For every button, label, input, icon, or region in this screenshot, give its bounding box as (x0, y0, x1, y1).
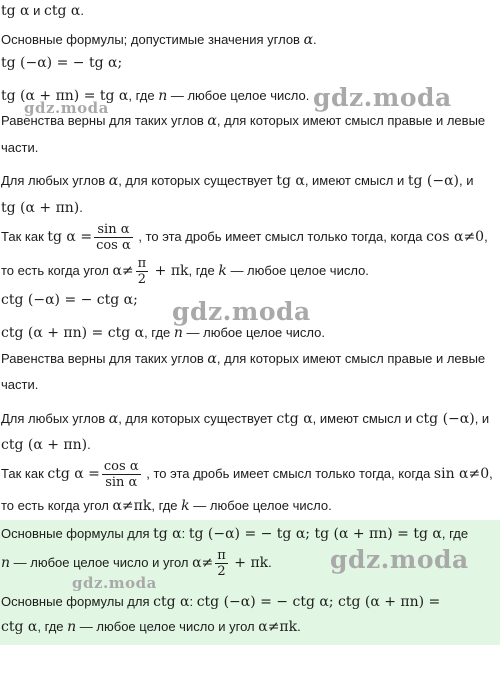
text: , то эта дробь имеет смысл только тогда, когда (142, 465, 434, 481)
text: то есть когда угол (1, 498, 113, 513)
math-expression: ctg (−α) (415, 411, 475, 427)
text: Основные формулы для (1, 594, 154, 609)
text: Для любых углов (1, 173, 109, 188)
math-symbol: k (181, 498, 190, 514)
watermark: gdz.moda (72, 574, 157, 592)
math-symbol: α (108, 173, 119, 189)
math-expression: ctg α (1, 619, 38, 635)
fraction-denominator: 2 (136, 271, 149, 287)
math-expression: tg α (153, 526, 182, 542)
text: , для которых имеют смысл правые и левые (216, 113, 486, 128)
math-expression: + πk (150, 262, 189, 279)
math-expression: α≠ (112, 262, 134, 279)
text: . (87, 437, 91, 452)
text: Равенства верны для таких углов (1, 113, 208, 128)
text: — любое целое число. (226, 262, 369, 278)
math-symbol: n (173, 325, 183, 341)
text-line (1, 459, 493, 490)
text-line (1, 2, 84, 20)
summary-line (1, 593, 440, 611)
fraction (136, 256, 149, 287)
fraction-numerator: sin α (97, 222, 130, 237)
summary-line (1, 618, 301, 636)
text-line (1, 350, 485, 368)
math-expression: α≠ (192, 554, 214, 571)
text: , (484, 228, 488, 244)
text: — любое целое число. (167, 88, 310, 103)
fraction-numerator: π (217, 548, 226, 563)
math-expression: tg (α + πn) = tg α (1, 88, 129, 104)
watermark: gdz.moda (330, 545, 469, 574)
text: , и (474, 411, 490, 426)
math-expression: tg α = (47, 228, 93, 245)
math-expression: tg α (276, 173, 305, 189)
formula-line (1, 199, 83, 217)
text: , для которых имеют смысл правые и левые (216, 351, 486, 366)
text-line (1, 410, 489, 428)
text-line (1, 497, 332, 515)
math-expression: tg (−α) = − tg α; tg (α + πn) = tg α (188, 526, 442, 542)
text: Для любых углов (1, 411, 109, 426)
formula-line (1, 324, 325, 342)
math-symbol: n (67, 619, 77, 635)
text: Так как (1, 465, 48, 481)
math-symbol: α (207, 351, 217, 367)
text: , где (144, 325, 174, 340)
text-line (1, 172, 474, 190)
fraction-numerator: π (137, 256, 147, 271)
watermark: gdz.moda (24, 99, 109, 117)
text: , имеют смысл и (312, 411, 416, 426)
math-expression: tg (−α) (407, 173, 460, 189)
text: — любое целое число. (189, 498, 332, 513)
text: и (29, 3, 44, 18)
text: , для которых существует (118, 411, 277, 426)
text: то есть когда угол (1, 262, 113, 278)
math-symbol: α (207, 113, 217, 129)
fraction-denominator: 2 (215, 563, 228, 579)
text: Равенства верны для таких углов (1, 351, 208, 366)
text: . (313, 32, 317, 47)
fraction-numerator: cos α (103, 459, 139, 474)
math-expression: ctg α (276, 411, 313, 427)
text: , имеют смысл и (304, 173, 408, 188)
math-expression: tg (α + πn) (1, 200, 80, 216)
text: . (297, 619, 301, 634)
watermark: gdz.moda (172, 297, 311, 326)
text: . (268, 554, 272, 570)
text: , где (188, 262, 219, 278)
text: Основные формулы для (1, 526, 154, 541)
text-line (1, 31, 317, 49)
math-symbol: α (303, 32, 314, 48)
math-expression: ctg (α + πn) (1, 437, 88, 453)
formula-line (1, 291, 138, 309)
fraction (215, 548, 228, 579)
fraction-denominator: sin α (102, 474, 141, 490)
math-expression: ctg α (153, 594, 190, 610)
text: . (79, 200, 83, 215)
fraction-denominator: cos α (96, 238, 131, 253)
math-expression: sin α≠0 (433, 465, 490, 482)
text-line (1, 139, 38, 157)
summary-line (1, 525, 468, 543)
text: : (189, 594, 197, 609)
text: , то эта дробь имеет смысл только тогда, когда (134, 228, 427, 244)
text: — любое целое число. (182, 325, 326, 340)
math-expression: tg α (1, 3, 30, 19)
math-symbol: n (158, 88, 168, 104)
text: — любое целое число и угол (76, 619, 259, 634)
formula-line (1, 54, 122, 72)
text-line (1, 256, 369, 287)
math-symbol: α (108, 411, 119, 427)
text: , где (37, 619, 68, 634)
math-expression: ctg (−α) = − ctg α; (1, 292, 138, 308)
text: , (489, 465, 493, 481)
fraction (102, 459, 141, 490)
math-expression: ctg (−α) = − ctg α; ctg (α + πn) = (196, 594, 441, 610)
text: Так как (1, 228, 48, 244)
text: части. (1, 377, 39, 392)
text-line (1, 222, 488, 253)
math-symbol: k (218, 262, 227, 279)
math-expression: ctg α (44, 3, 81, 19)
math-symbol: n (1, 554, 11, 571)
text: — любое целое число и угол (10, 554, 193, 570)
text: , для которых существует (118, 173, 277, 188)
text: . (80, 3, 84, 18)
math-expression: ctg α = (47, 465, 100, 482)
math-expression: + πk (229, 554, 269, 571)
text-line (1, 376, 38, 394)
text: : (181, 526, 189, 541)
formula-line (1, 436, 91, 454)
text: , где (151, 498, 182, 513)
text: , где (441, 526, 469, 541)
text: части. (1, 140, 39, 155)
text: , и (459, 173, 474, 188)
math-expression: α≠πk (112, 498, 152, 514)
fraction (94, 222, 133, 253)
math-expression: cos α≠0 (426, 228, 485, 245)
math-expression: tg (−α) = − tg α; (1, 55, 123, 71)
math-expression: ctg (α + πn) = ctg α (1, 325, 145, 341)
text: Основные формулы; допустимые значения углов (1, 32, 304, 47)
watermark: gdz.moda (313, 83, 452, 112)
math-expression: α≠πk (258, 619, 298, 635)
text: , где (128, 88, 159, 103)
